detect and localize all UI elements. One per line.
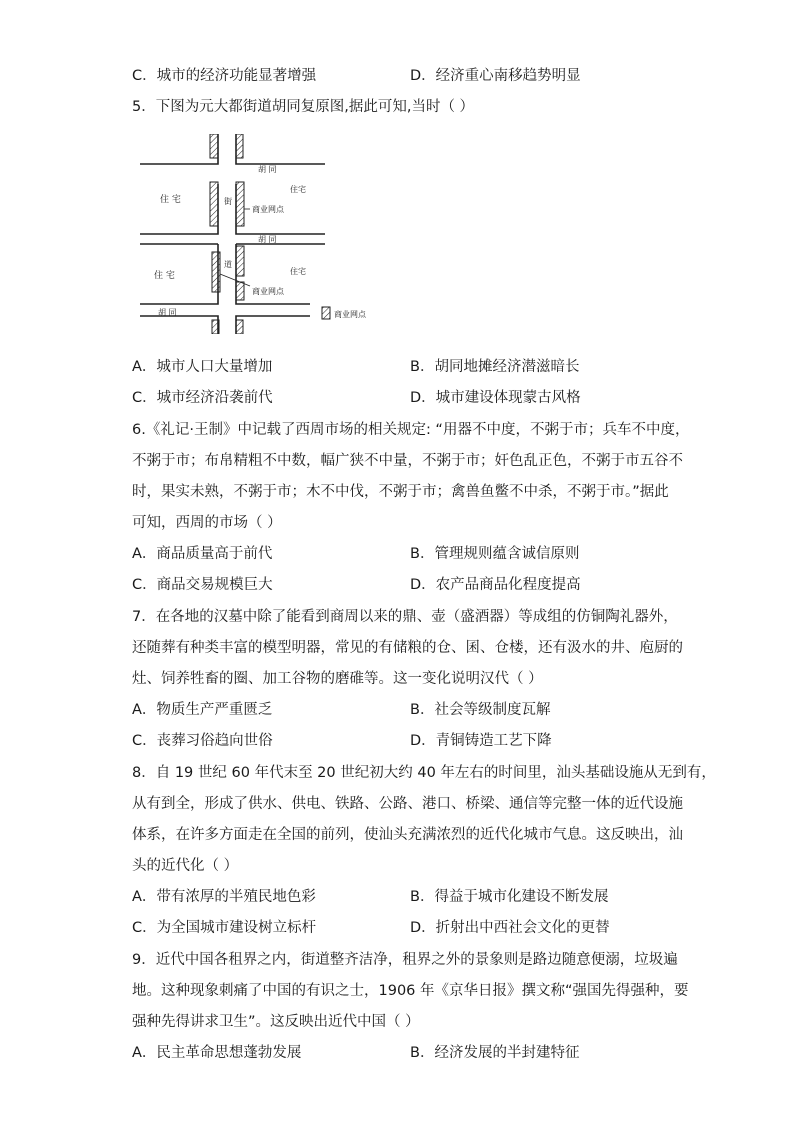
q7-option-a[interactable]: A．物质生产严重匮乏 bbox=[132, 702, 273, 718]
q4-option-d[interactable]: D．经济重心南移趋势明显 bbox=[410, 68, 581, 84]
map-label-shop-upper: 商业网点 bbox=[252, 205, 284, 214]
map-label-residence-ll: 住 宅 bbox=[154, 271, 175, 281]
q7-option-d[interactable]: D．青铜铸造工艺下降 bbox=[410, 733, 552, 749]
q5-option-c[interactable]: C．城市经济沿袭前代 bbox=[132, 390, 273, 406]
map-label-street-2: 道 bbox=[224, 260, 232, 269]
q9-stem-line2: 地。这种现象刺痛了中国的有识之士，1906 年《京华日报》撰文称“强国先得强种，要 bbox=[132, 983, 689, 999]
q6-option-c[interactable]: C．商品交易规模巨大 bbox=[132, 577, 273, 593]
q6-option-d[interactable]: D．农产品商品化程度提高 bbox=[410, 577, 581, 593]
q8-stem-line1: 8．自 19 世纪 60 年代末至 20 世纪初大约 40 年左右的时间里，汕头基础设施从无到有， bbox=[132, 765, 716, 781]
q9-option-a[interactable]: A．民主革命思想蓬勃发展 bbox=[132, 1045, 302, 1061]
q5-stem: 5．下图为元大都街道胡同复原图,据此可知,当时（ ） bbox=[132, 99, 475, 115]
map-label-residence-ur: 住宅 bbox=[290, 185, 306, 194]
q9-stem-line1: 9．近代中国各租界之内，街道整齐洁净，租界之外的景象则是路边随意便溺，垃圾遍 bbox=[132, 952, 678, 968]
q4-option-c[interactable]: C．城市的经济功能显著增强 bbox=[132, 68, 317, 84]
map-label-shop-lower: 商业网点 bbox=[252, 287, 284, 296]
q6-option-b[interactable]: B．管理规则蕴含诚信原则 bbox=[410, 546, 580, 562]
q8-stem-line2: 从有到全，形成了供水、供电、铁路、公路、港口、桥梁、通信等完整一体的近代设施 bbox=[132, 796, 683, 812]
q7-stem-line1: 7．在各地的汉墓中除了能看到商周以来的鼎、壶（盛酒器）等成组的仿铜陶礼器外， bbox=[132, 609, 678, 625]
map-label-hutong-mid: 胡 同 bbox=[258, 235, 277, 244]
q6-option-a[interactable]: A．商品质量高于前代 bbox=[132, 546, 273, 562]
q5-option-b[interactable]: B．胡同地摊经济潜滋暗长 bbox=[410, 359, 580, 375]
q7-stem-line3: 灶、饲养牲畜的圈、加工谷物的磨碓等。这一变化说明汉代（ ） bbox=[132, 671, 543, 687]
q7-stem-line2: 还随葬有种类丰富的模型明器，常见的有储粮的仓、囷、仓楼，还有汲水的井、庖厨的 bbox=[132, 640, 683, 656]
q8-option-c[interactable]: C．为全国城市建设树立标杆 bbox=[132, 920, 317, 936]
q6-stem-line3: 时，果实未熟，不粥于市；木不中伐，不粥于市；禽兽鱼鳖不中杀，不粥于市。”据此 bbox=[132, 484, 669, 500]
q8-stem-line3: 体系，在许多方面走在全国的前列，使汕头充满浓烈的近代化城市气息。这反映出，汕 bbox=[132, 827, 683, 843]
q9-stem-line3: 强种先得讲求卫生”。这反映出近代中国（ ） bbox=[132, 1014, 420, 1030]
q5-option-d[interactable]: D．城市建设体现蒙古风格 bbox=[410, 390, 581, 406]
map-label-residence-ul: 住 宅 bbox=[160, 195, 181, 205]
q5-option-a[interactable]: A．城市人口大量增加 bbox=[132, 359, 273, 375]
q6-stem-line4: 可知，西周的市场（ ） bbox=[132, 515, 282, 531]
q8-stem-line4: 头的近代化（ ） bbox=[132, 858, 239, 874]
map-legend-label: 商业网点 bbox=[334, 310, 366, 319]
map-label-residence-lr: 住宅 bbox=[290, 267, 306, 276]
map-label-hutong-bottom: 胡 同 bbox=[158, 308, 177, 317]
q8-option-a[interactable]: A．带有浓厚的半殖民地色彩 bbox=[132, 889, 316, 905]
q8-option-b[interactable]: B．得益于城市化建设不断发展 bbox=[410, 889, 609, 905]
q6-stem-line2: 不粥于市；布帛精粗不中数，幅广狭不中量，不粥于市；奸色乱正色，不粥于市五谷不 bbox=[132, 453, 683, 469]
map-label-street-1: 街 bbox=[224, 197, 232, 206]
yuan-dadu-street-map bbox=[140, 134, 385, 334]
map-label-hutong-top: 胡 同 bbox=[258, 165, 277, 174]
map-blocks bbox=[140, 134, 325, 334]
q6-stem-line1: 6.《礼记·王制》中记载了西周市场的相关规定: “用器不中度，不粥于市；兵车不中度， bbox=[132, 422, 690, 438]
q7-option-c[interactable]: C．丧葬习俗趋向世俗 bbox=[132, 733, 273, 749]
q8-option-d[interactable]: D．折射出中西社会文化的更替 bbox=[410, 920, 610, 936]
q7-option-b[interactable]: B．社会等级制度瓦解 bbox=[410, 702, 551, 718]
q9-option-b[interactable]: B．经济发展的半封建特征 bbox=[410, 1045, 580, 1061]
